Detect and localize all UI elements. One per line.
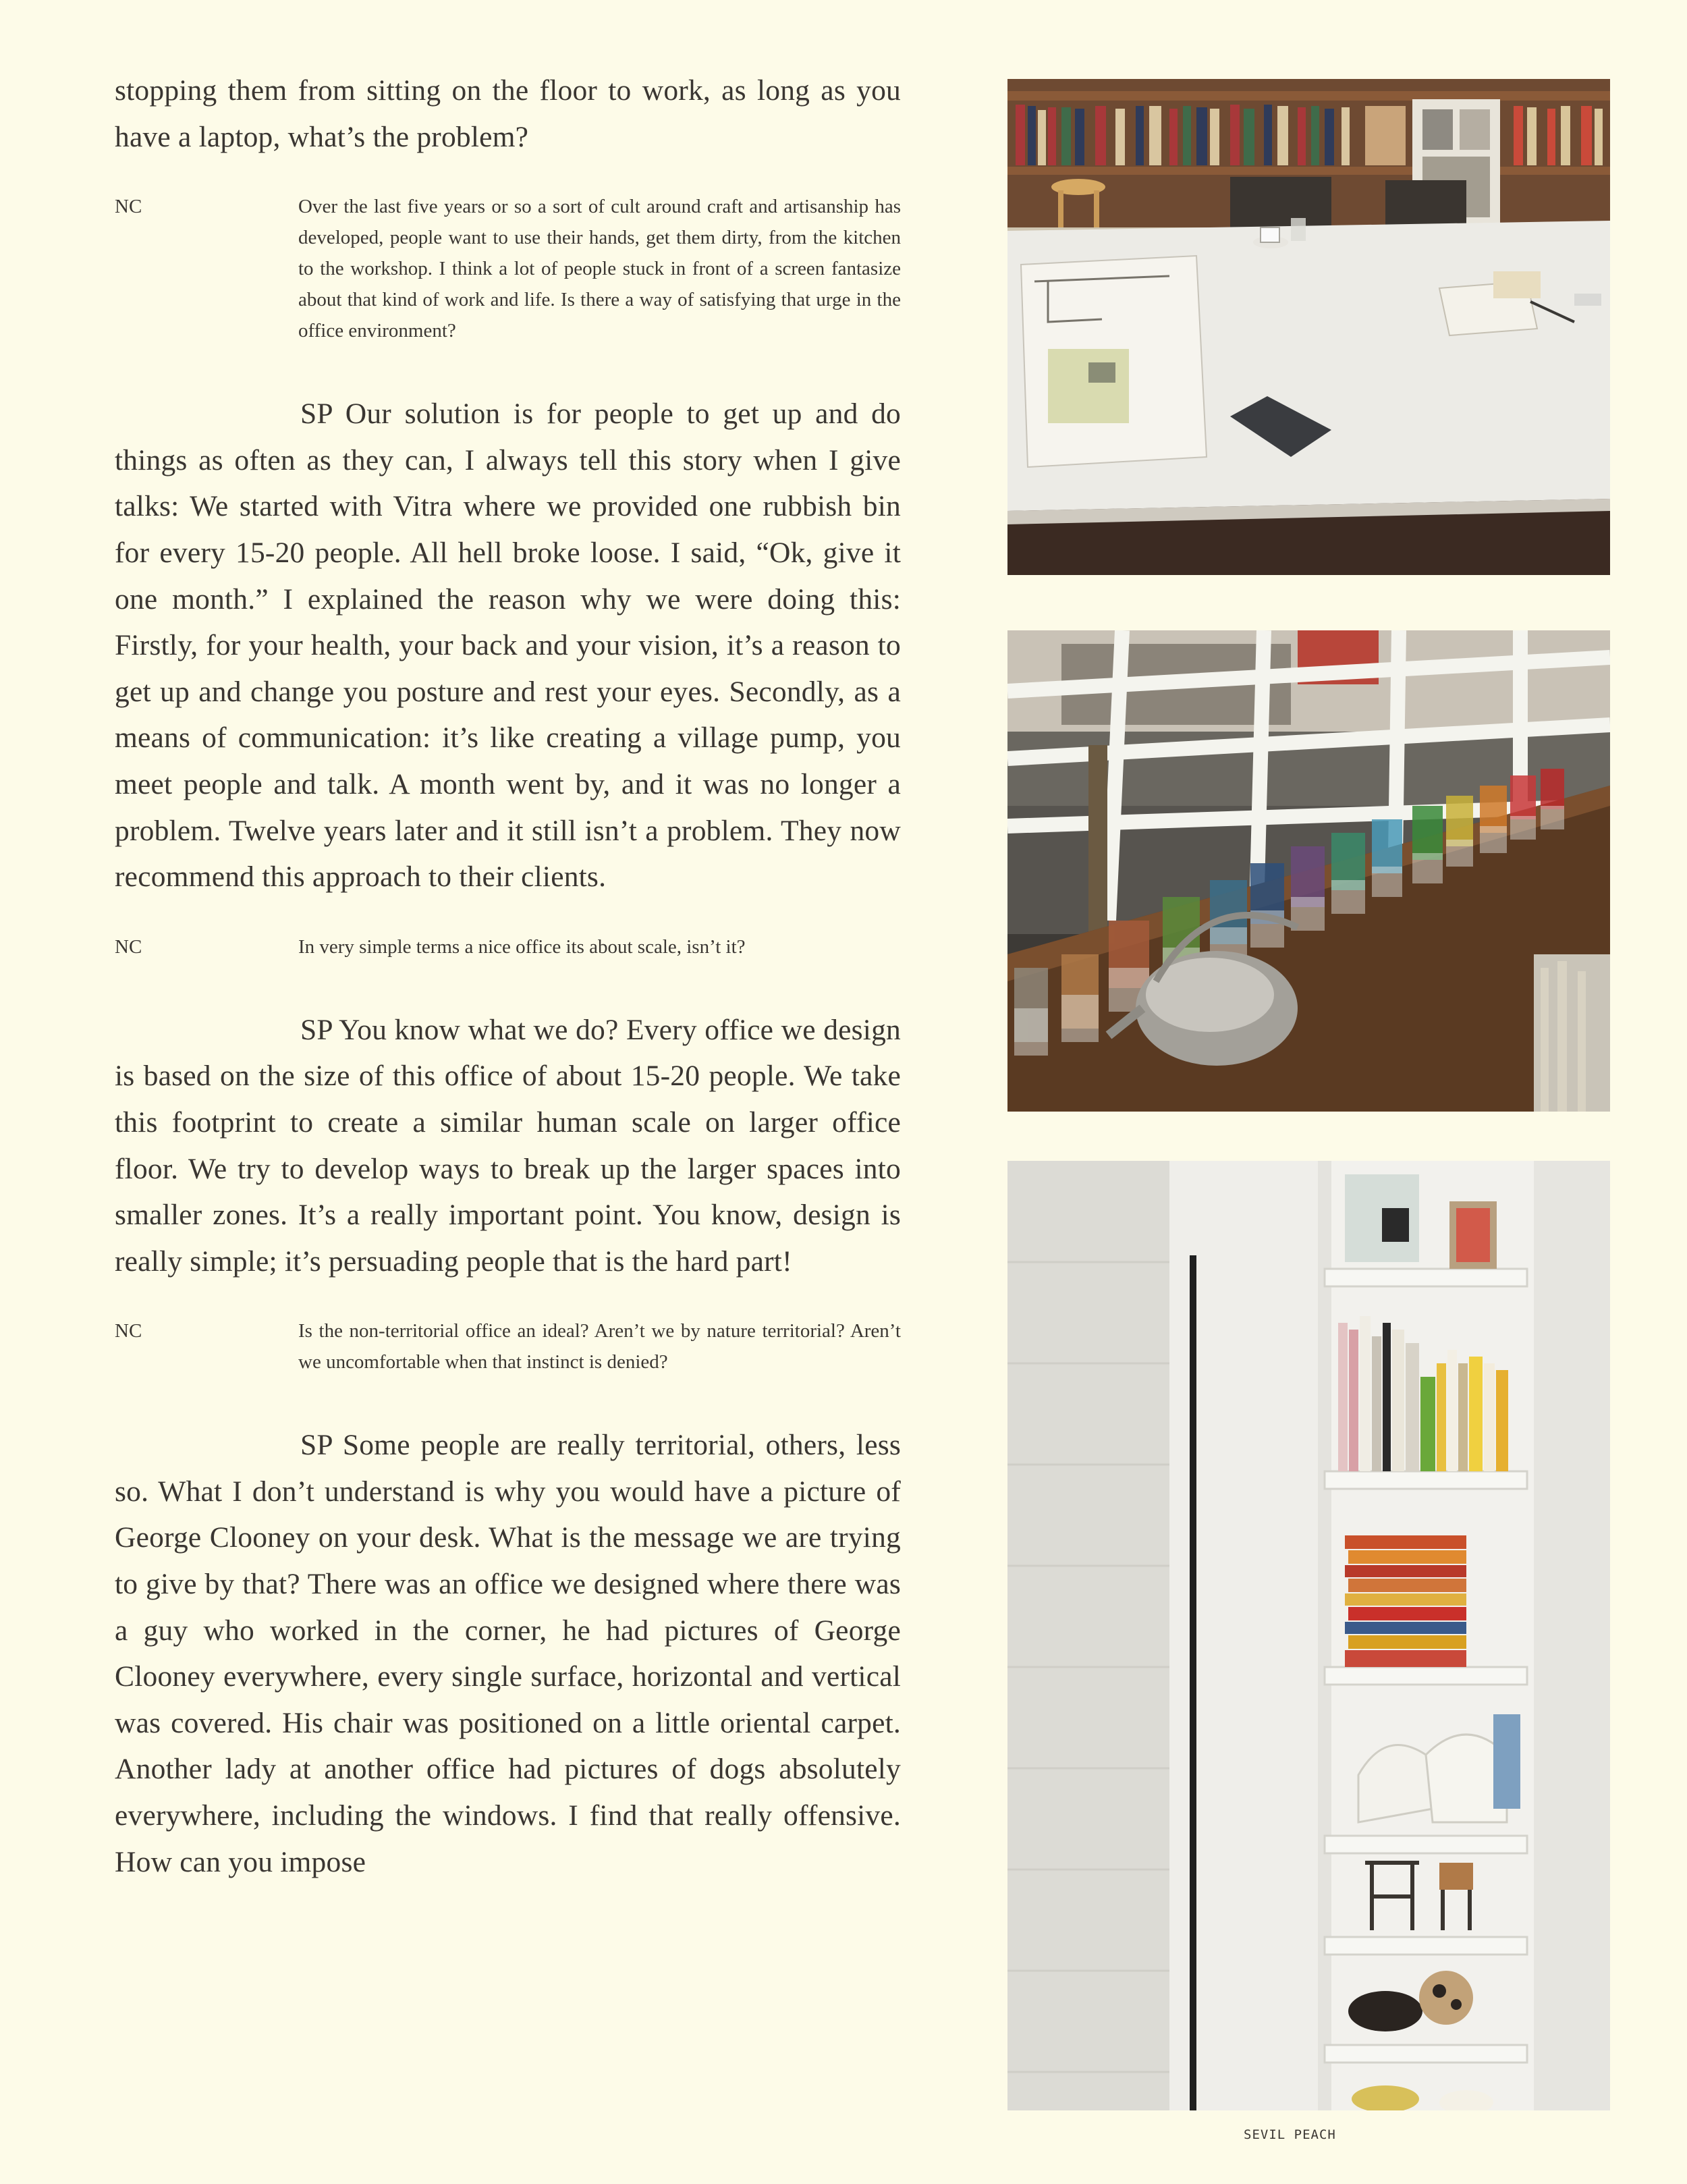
question-block — [115, 1315, 901, 1377]
body-paragraph: SP You know what we do? Every office we design is based on the size of this office of about 15-20 people. We take this footprint to create a similar human scale on larger office floor. We try to develop ways to break up the larger spaces into smaller zones. It’s a really important point. You know, design is really simple; it’s persuading people that is the hard part! — [115, 1013, 901, 1278]
speaker-label: NC — [115, 1320, 142, 1342]
body-paragraph: stopping them from sitting on the floor to work, as long as you have a laptop, what’s the problem? — [115, 74, 901, 153]
office-desk-photo — [1007, 79, 1610, 575]
question-text: In very simple terms a nice office its about scale, isn’t it? — [298, 935, 746, 958]
colored-pencils-window-photo — [1007, 630, 1610, 1112]
question-block — [115, 191, 901, 346]
question-block — [115, 931, 901, 962]
body-paragraph: SP Our solution is for people to get up and do things as often as they can, I always tell this story when I give talks: We started with Vitra where we provided one rubbish bin for every 15-20 people. All hell broke loose. I said, “Ok, give it one month.” I explained the reason why we were doing this: Firstly, for your health, your back and your vision, it’s a reason to get up and change you posture and rest your eyes. Secondly, as a means of communication: it’s like creating a village pump, you meet people and talk. A month went by, and it was no longer a problem. Twelve years later and it still isn’t a problem. They now recommend this approach to their clients. — [115, 398, 901, 894]
question-text: Over the last five years or so a sort of cult around craft and artisanship has developed, people want to use their hands, get them dirty, from the kitchen to the workshop. I think a lot of people stuck in front of a screen fantasize about that kind of work and life. Is there a way of satisfying that urge in the office environment? — [298, 196, 901, 342]
question-text: Is the non-territorial office an ideal? Aren’t we by nature territorial? Aren’t we uncomfortable when that instinct is denied? — [298, 1320, 901, 1373]
bookshelf-photo — [1007, 1161, 1610, 2110]
body-paragraph: SP Some people are really territorial, others, less so. What I don’t understand is why you would have a picture of George Clooney on your desk. What is the message we are trying to give by that? There was an office we designed where there was a guy who worked in the corner, he had pictures of George Clooney everywhere, every single surface, horizontal and vertical was covered. His chair was positioned on a little oriental carpet. Another lady at another office had pictures of dogs absolutely everywhere, including the windows. I find that really offensive. How can you impose — [115, 1429, 901, 1878]
speaker-label: NC — [115, 196, 142, 218]
interview-text-column — [115, 67, 901, 1885]
speaker-label: NC — [115, 935, 142, 958]
photo-credit-caption: SEVIL PEACH — [1244, 2127, 1336, 2142]
